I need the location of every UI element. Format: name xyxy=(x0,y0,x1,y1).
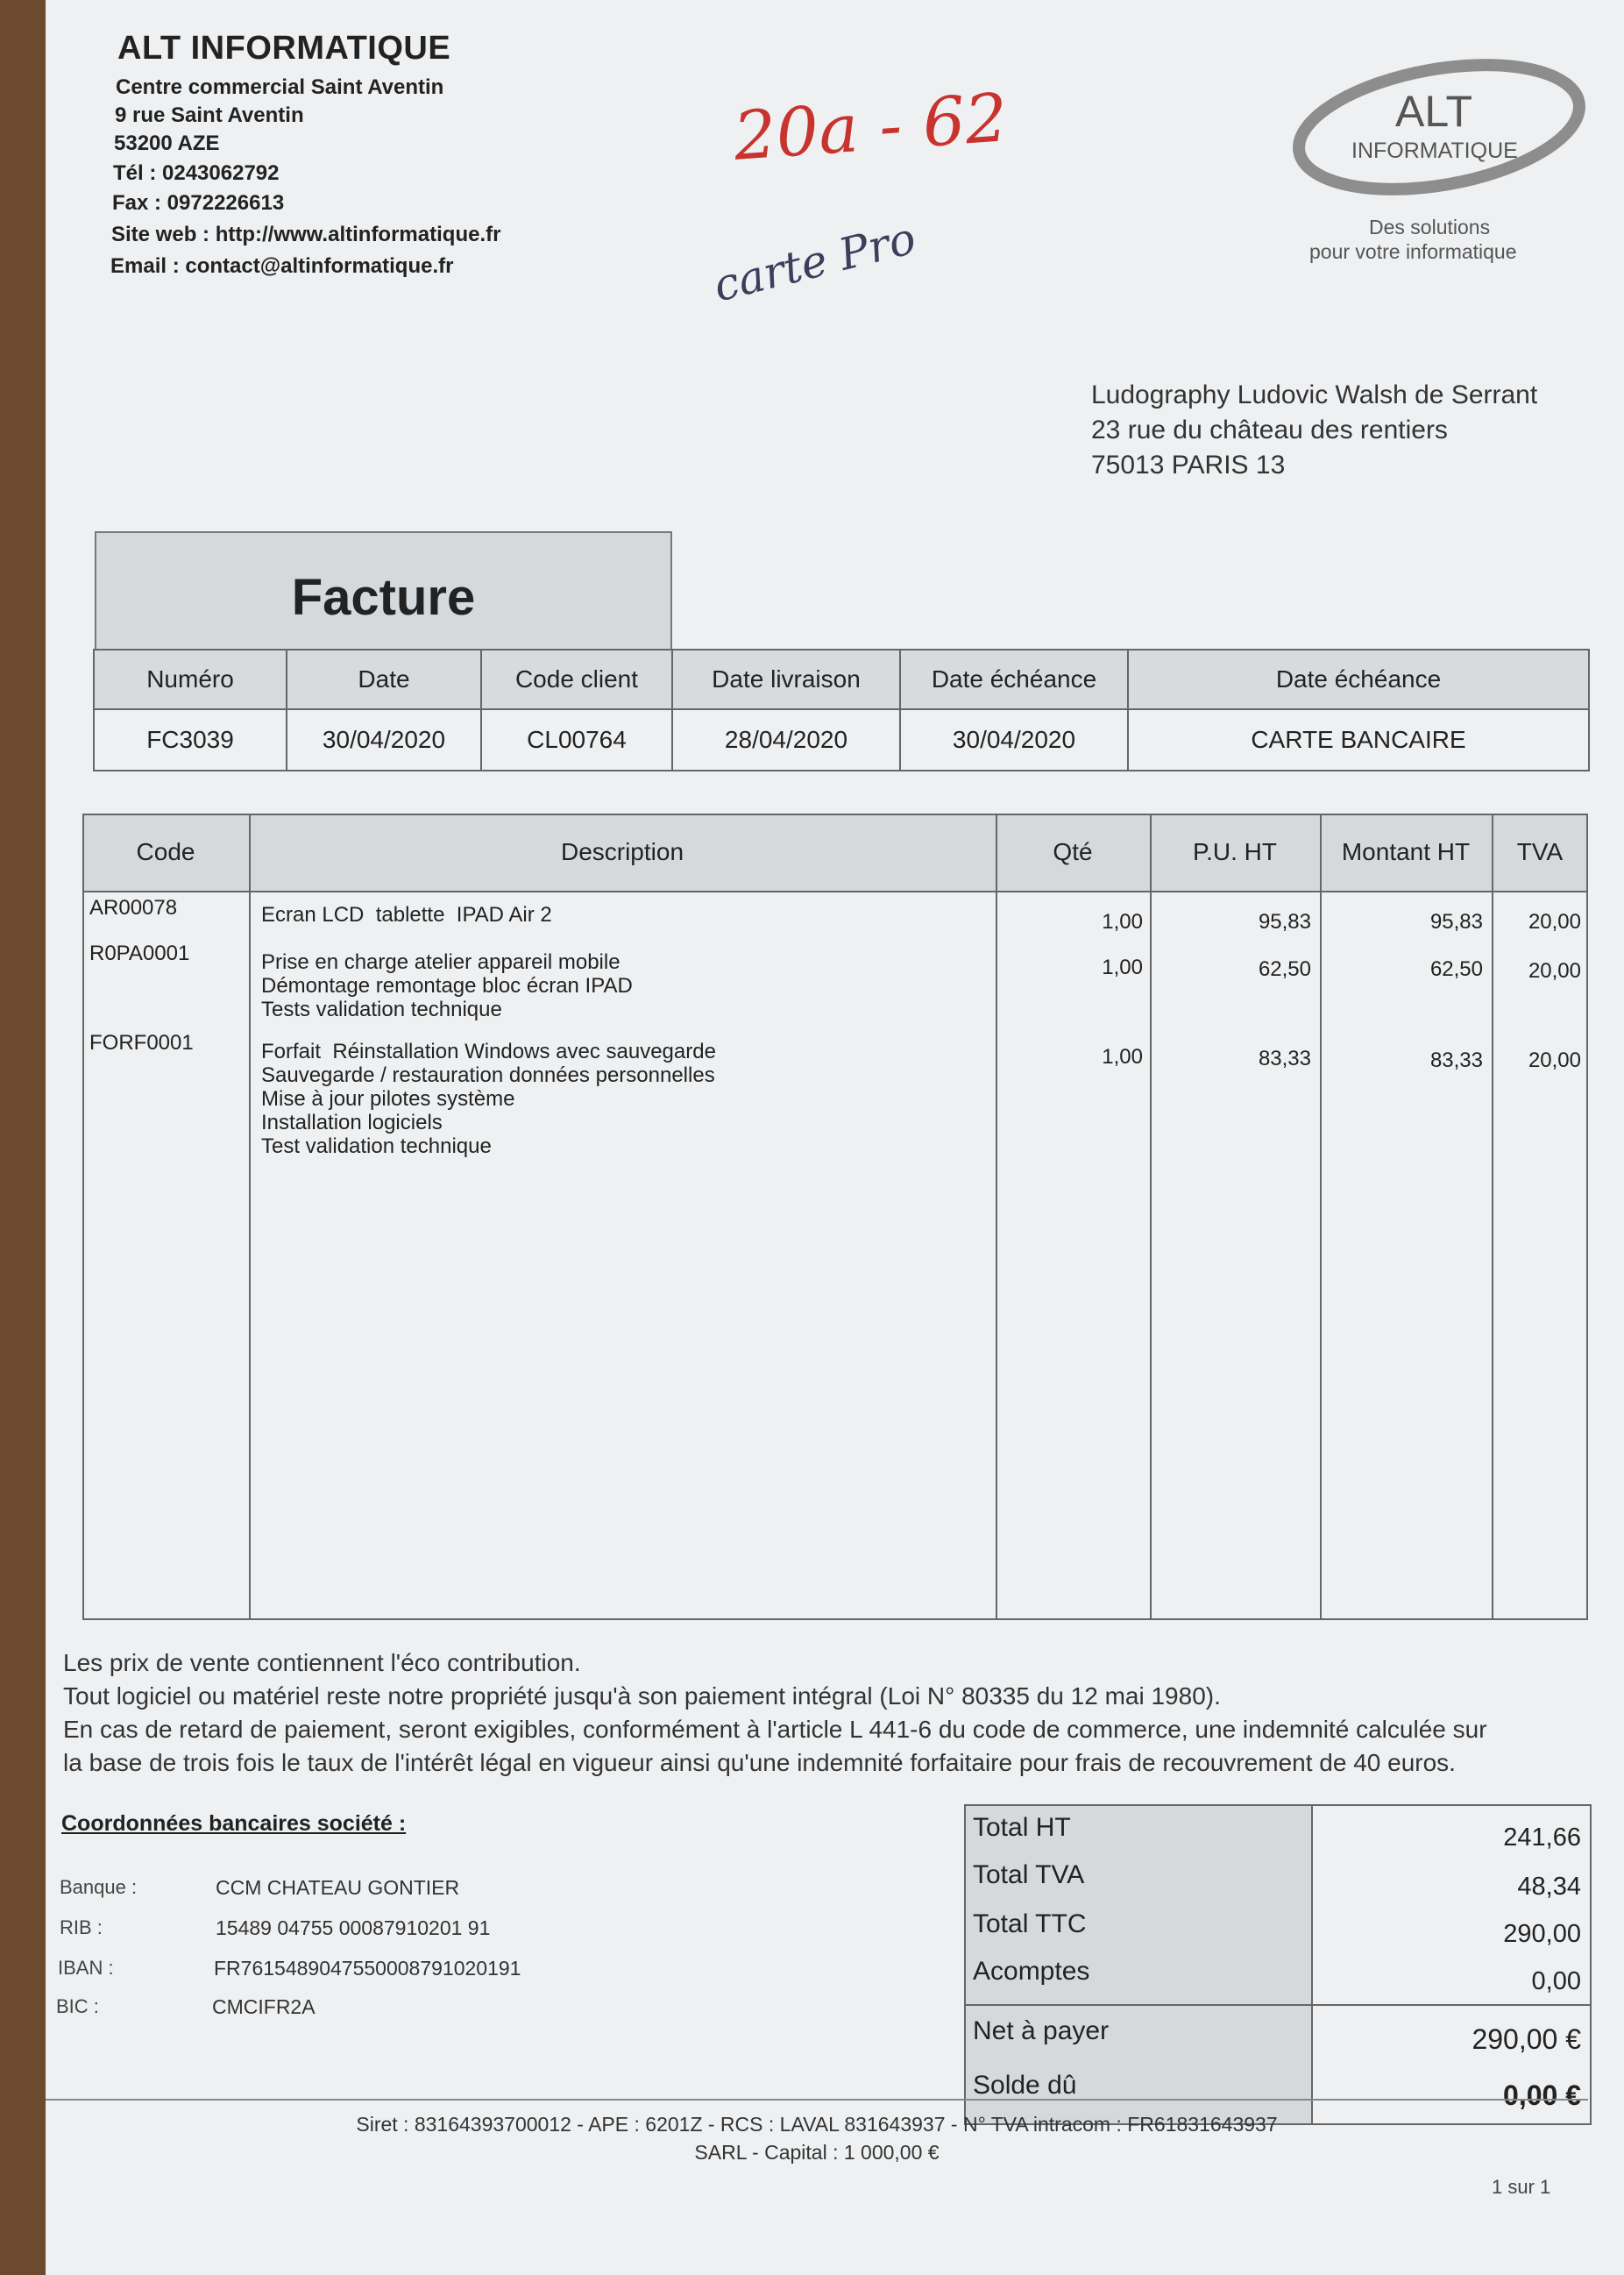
client-code: CL00764 xyxy=(481,709,672,771)
totals-box xyxy=(964,1804,1592,2125)
column-divider xyxy=(249,814,251,1620)
handwritten-note: carte Pro xyxy=(708,212,921,312)
total-tva-value: 48,34 xyxy=(1517,1873,1581,1901)
total-tva-label: Total TVA xyxy=(973,1860,1085,1889)
recipient-name: Ludography Ludovic Walsh de Serrant xyxy=(1091,380,1538,409)
company-address-line: 9 rue Saint Aventin xyxy=(115,103,304,127)
note-line: la base de trois fois le taux de l'intérêt légal en vigueur ainsi qu'une indemnité forfaitaire pour frais de recouvrement de 40 euros. xyxy=(63,1749,1456,1776)
item-quantity: 1,00 xyxy=(1102,956,1143,979)
balance-due-label: Solde dû xyxy=(973,2071,1077,2100)
iban-label: IBAN : xyxy=(58,1957,114,1979)
footer-capital-line: SARL - Capital : 1 000,00 € xyxy=(694,2141,940,2164)
items-table xyxy=(82,814,1588,1620)
item-code: R0PA0001 xyxy=(89,942,190,965)
company-name: ALT INFORMATIQUE xyxy=(117,30,451,67)
due-date: 30/04/2020 xyxy=(900,709,1128,771)
note-line: En cas de retard de paiement, seront exigibles, conformément à l'article L 441-6 du code de commerce, une indemnité calculée sur xyxy=(63,1716,1487,1743)
header-description: Description xyxy=(560,838,684,865)
item-description: Ecran LCD tablette IPAD Air 2 xyxy=(261,903,552,927)
item-quantity: 1,00 xyxy=(1102,910,1143,934)
rib-value: 15489 04755 00087910201 91 xyxy=(216,1916,491,1939)
company-fax: Fax : 0972226613 xyxy=(112,191,285,215)
item-amount: 62,50 xyxy=(1429,957,1483,981)
header-quantity: Qté xyxy=(1053,838,1093,865)
total-ht-label: Total HT xyxy=(973,1813,1071,1842)
logo-text-sub: INFORMATIQUE xyxy=(1351,139,1518,163)
footer-divider xyxy=(46,2099,1588,2101)
rib-label: RIB : xyxy=(60,1916,103,1938)
invoice-meta-table xyxy=(93,649,1590,771)
totals-divider xyxy=(1311,1806,1313,2123)
total-ht-value: 241,66 xyxy=(1503,1824,1581,1852)
recipient-city: 75013 PARIS 13 xyxy=(1091,451,1286,480)
bank-details-title: Coordonnées bancaires société : xyxy=(61,1811,407,1836)
invoice-title: Facture xyxy=(291,569,476,626)
item-unit-price: 83,33 xyxy=(1258,1047,1311,1070)
deposits-label: Acomptes xyxy=(973,1957,1090,1986)
company-phone: Tél : 0243062792 xyxy=(113,161,280,185)
invoice-page xyxy=(46,0,1624,2275)
page-number: 1 sur 1 xyxy=(1492,2176,1551,2198)
column-divider xyxy=(996,814,997,1620)
header-vat: TVA xyxy=(1516,838,1564,865)
item-unit-price: 62,50 xyxy=(1258,957,1311,981)
invoice-number: FC3039 xyxy=(94,709,287,771)
note-line: Les prix de vente contiennent l'éco contribution. xyxy=(63,1649,581,1676)
logo-text-main: ALT xyxy=(1395,87,1472,136)
company-logo xyxy=(1290,53,1588,202)
header-unit-price: P.U. HT xyxy=(1193,838,1277,865)
meta-header-due-date: Date échéance xyxy=(900,650,1128,709)
company-tagline-2: pour votre informatique xyxy=(1309,240,1517,263)
bic-label: BIC : xyxy=(56,1995,99,2017)
handwritten-reference: 20a - 62 xyxy=(731,78,1011,175)
item-vat: 20,00 xyxy=(1528,1049,1581,1072)
item-quantity: 1,00 xyxy=(1102,1045,1143,1069)
footer-legal-line: Siret : 83164393700012 - APE : 6201Z - RCS : LAVAL 831643937 - N° TVA intracom : FR61831643937 xyxy=(356,2113,1278,2136)
note-line: Tout logiciel ou matériel reste notre propriété jusqu'à son paiement intégral (Loi N° 80335 du 12 mai 1980). xyxy=(63,1682,1221,1710)
company-tagline-1: Des solutions xyxy=(1369,216,1491,238)
meta-header-payment: Date échéance xyxy=(1128,650,1589,709)
totals-divider xyxy=(966,2004,1590,2006)
header-code: Code xyxy=(136,838,195,865)
item-code: FORF0001 xyxy=(89,1031,194,1055)
net-to-pay-label: Net à payer xyxy=(973,2016,1110,2045)
item-amount: 83,33 xyxy=(1429,1049,1483,1072)
column-divider xyxy=(1492,814,1493,1620)
recipient-street: 23 rue du château des rentiers xyxy=(1091,416,1448,444)
item-unit-price: 95,83 xyxy=(1258,910,1311,934)
item-vat: 20,00 xyxy=(1528,910,1581,934)
invoice-date: 30/04/2020 xyxy=(287,709,481,771)
deposits-value: 0,00 xyxy=(1531,1967,1581,1995)
item-code: AR00078 xyxy=(89,896,178,920)
company-postcode: 53200 AZE xyxy=(114,132,220,155)
header-amount: Montant HT xyxy=(1341,838,1471,865)
balance-due-value: 0,00 € xyxy=(1503,2079,1581,2111)
total-ttc-label: Total TTC xyxy=(973,1909,1087,1938)
item-amount: 95,83 xyxy=(1429,910,1483,934)
company-email: Email : contact@altinformatique.fr xyxy=(110,254,454,278)
legal-notes xyxy=(63,1646,1588,1780)
column-divider xyxy=(1320,814,1322,1620)
payment-method: CARTE BANCAIRE xyxy=(1128,709,1589,771)
item-vat: 20,00 xyxy=(1528,959,1581,983)
bank-name: CCM CHATEAU GONTIER xyxy=(216,1876,460,1899)
item-description: Prise en charge atelier appareil mobile Démontage remontage bloc écran IPAD Tests validation technique xyxy=(261,950,633,1021)
column-divider xyxy=(1150,814,1152,1620)
meta-header-client-code: Code client xyxy=(481,650,672,709)
company-website: Site web : http://www.altinformatique.fr xyxy=(111,223,501,246)
bic-value: CMCIFR2A xyxy=(212,1995,316,2018)
meta-header-number: Numéro xyxy=(94,650,287,709)
bank-label: Banque : xyxy=(60,1876,138,1898)
item-description: Forfait Réinstallation Windows avec sauvegarde Sauvegarde / restauration données personnelles Mise à jour pilotes système Installation logiciels Test validation technique xyxy=(261,1040,716,1158)
net-to-pay-value: 290,00 € xyxy=(1472,2023,1581,2055)
iban-value: FR7615489047550008791020191 xyxy=(214,1957,521,1980)
meta-header-date: Date xyxy=(287,650,481,709)
delivery-date: 28/04/2020 xyxy=(672,709,900,771)
total-ttc-value: 290,00 xyxy=(1503,1920,1581,1948)
invoice-title-box xyxy=(95,531,672,651)
company-address-line: Centre commercial Saint Aventin xyxy=(116,75,444,99)
items-table-border xyxy=(82,814,1588,1620)
meta-header-delivery-date: Date livraison xyxy=(672,650,900,709)
